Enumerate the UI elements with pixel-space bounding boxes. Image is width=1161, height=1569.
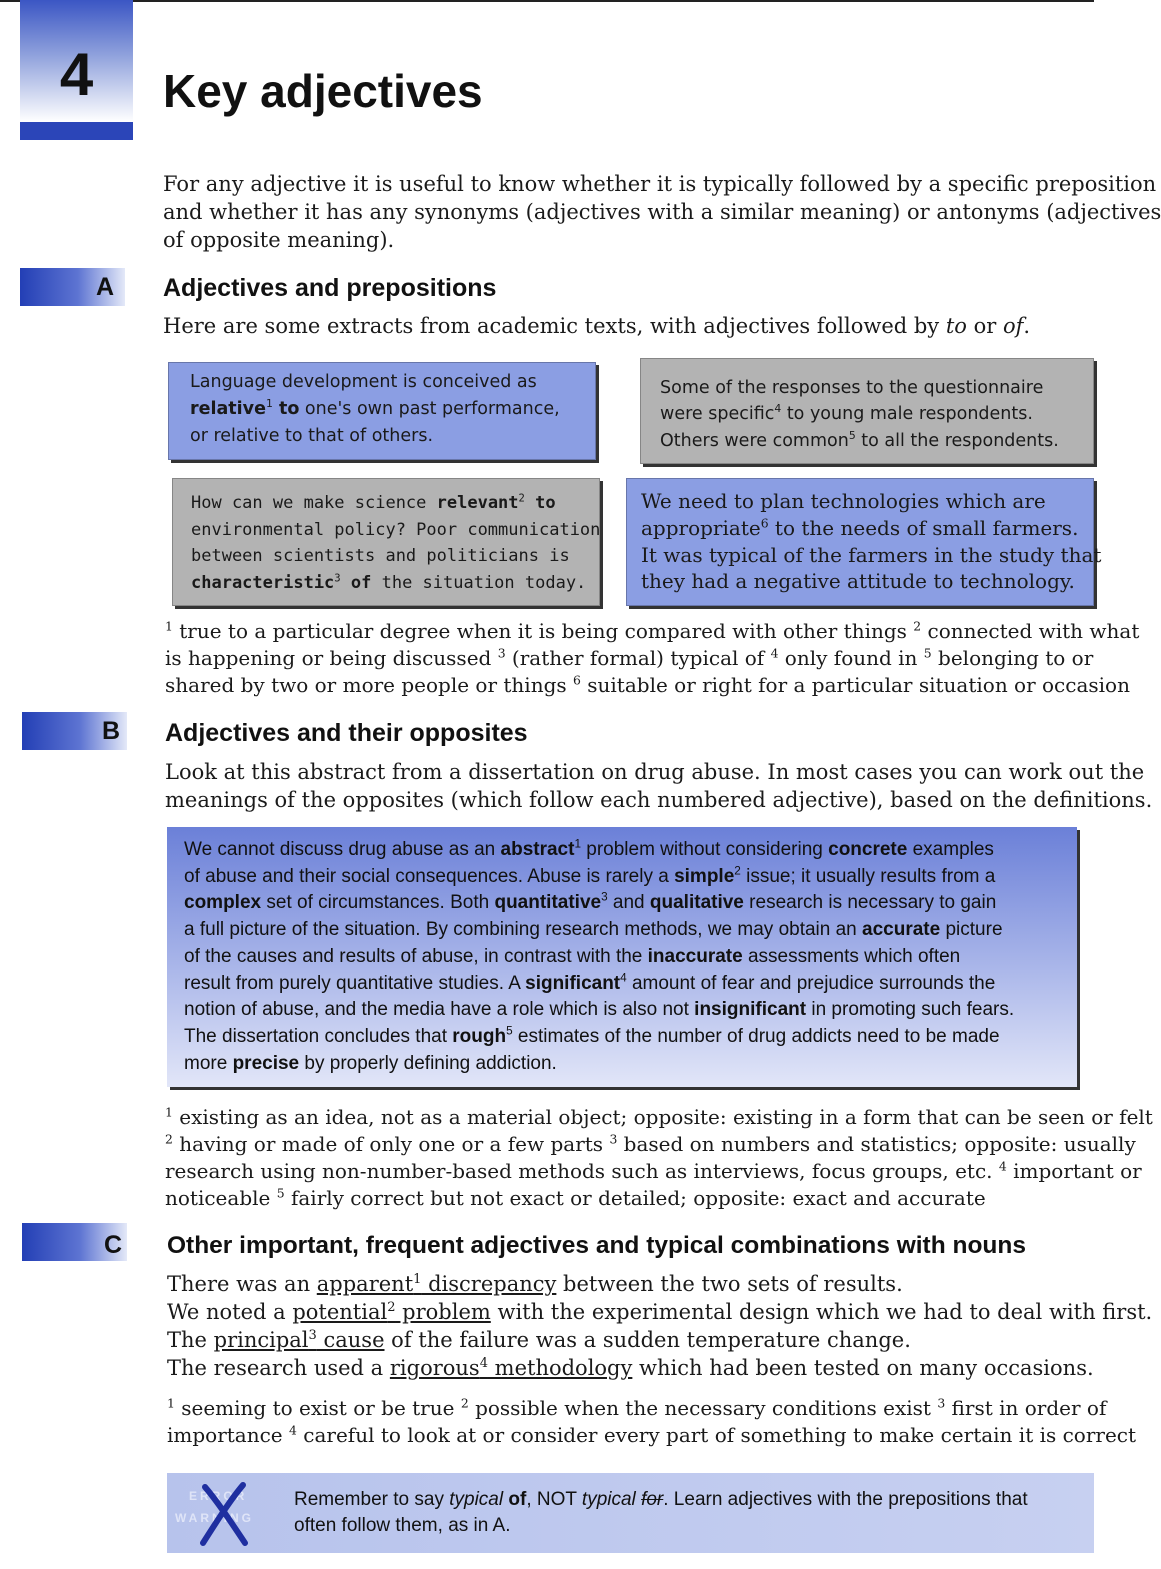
error-warning-label-2: WARNING: [175, 1511, 254, 1525]
section-a-title: Adjectives and prepositions: [163, 274, 497, 302]
error-cross-icon: [195, 1481, 255, 1547]
extract-box-1: Language development is conceived as relative$^1$ to one's own past performance, or relative to that of others.: [168, 362, 596, 460]
error-warning-label-1: ERROR: [189, 1489, 248, 1503]
section-b-notes-line-1: $^1$ existing as an idea, not as a material object; opposite: existing in a form that can be seen or felt: [165, 1104, 1153, 1129]
section-a-lead: Here are some extracts from academic texts, with adjectives followed by to or of.: [163, 314, 1031, 338]
intro-line-2: and whether it has any synonyms (adjectives with a similar meaning) or antonyms (adjectives: [163, 200, 1161, 224]
intro-line-1: For any adjective it is useful to know whether it is typically followed by a specific preposition: [163, 172, 1157, 196]
section-b-notes-line-2: $^2$ having or made of only one or a few parts $^3$ based on numbers and statistics; opposite: usually: [165, 1131, 1136, 1156]
section-c-notes-line-1: $^1$ seeming to exist or be true $^2$ possible when the necessary conditions exist $^3$ first in order of: [167, 1395, 1107, 1420]
section-a-letter: A: [96, 273, 115, 301]
section-b-notes-line-3: research using non-number-based methods such as interviews, focus groups, etc. $^4$ important or: [165, 1158, 1142, 1183]
section-a-notes-line-2: is happening or being discussed $^3$ (rather formal) typical of $^4$ only found in $^5$ belonging to or: [165, 645, 1094, 670]
section-c-title: Other important, frequent adjectives and typical combinations with nouns: [167, 1232, 1026, 1259]
example-sentence-4: The research used a rigorous$^4$ methodology which had been tested on many occasions.: [167, 1356, 1094, 1380]
extract-box-2: Some of the responses to the questionnaire were specific$^4$ to young male respondents. Others were common$^5$ to all the respondents.: [640, 358, 1094, 464]
section-a-notes-line-1: $^1$ true to a particular degree when it is being compared with other things $^2$ connected with what: [165, 618, 1140, 643]
section-b-letter: B: [102, 717, 121, 745]
warning-line-2: often follow them, as in A.: [294, 1515, 511, 1536]
unit-number-bar: [20, 122, 133, 140]
section-b-lead-2: meanings of the opposites (which follow each numbered adjective), based on the definitions.: [165, 788, 1153, 812]
example-sentence-2: We noted a potential$^2$ problem with the experimental design which we had to deal with first.: [167, 1300, 1153, 1324]
error-warning-banner: [167, 1473, 1094, 1553]
section-c-notes-line-2: importance $^4$ careful to look at or consider every part of something to make certain it is correct: [167, 1422, 1137, 1447]
warning-line-1: Remember to say typical of, NOT typical for. Learn adjectives with the prepositions that: [294, 1489, 1028, 1510]
top-rule: [0, 0, 1094, 2]
section-b-notes-line-4: noticeable $^5$ fairly correct but not exact or detailed; opposite: exact and accurate: [165, 1185, 986, 1210]
example-sentence-3: The principal$^3$ cause of the failure was a sudden temperature change.: [167, 1328, 911, 1352]
abstract-box: We cannot discuss drug abuse as an abstract$^1$ problem without considering concrete examples of abuse and their social consequences. Abuse is rarely a simple$^2$ issue; it usually results from a complex set of circumstances. Both quantitative$^3$ and qualitative research is necessary to gain a full picture of the situation. By combining research methods, we may obtain an accurate picture of the causes and results of abuse, in contrast with the inaccurate assessments which often result from purely quantitative studies. A significant$^4$ amount of fear and prejudice surrounds the notion of abuse, and the media have a role which is also not insignificant in promoting such fears. The dissertation concludes that rough$^5$ estimates of the number of drug addicts need to be made more precise by properly defining addiction.: [167, 827, 1077, 1087]
extract-box-3: How can we make science relevant$^2$ to environmental policy? Poor communication between scientists and politicians is characteristic$^3$ of the situation today.: [172, 478, 600, 606]
unit-number: 4: [59, 41, 94, 108]
section-c-letter: C: [104, 1231, 123, 1259]
example-sentence-1: There was an apparent$^1$ discrepancy between the two sets of results.: [167, 1272, 903, 1296]
section-a-notes-line-3: shared by two or more people or things $^6$ suitable or right for a particular situation or occasion: [165, 672, 1130, 697]
section-b-title: Adjectives and their opposites: [165, 719, 528, 747]
section-b-lead-1: Look at this abstract from a dissertation on drug abuse. In most cases you can work out the: [165, 760, 1145, 784]
page-title: Key adjectives: [163, 65, 483, 117]
intro-line-3: of opposite meaning).: [163, 228, 395, 252]
extract-box-4: We need to plan technologies which are appropriate$^6$ to the needs of small farmers. It was typical of the farmers in the study that they had a negative attitude to technology.: [626, 478, 1094, 606]
